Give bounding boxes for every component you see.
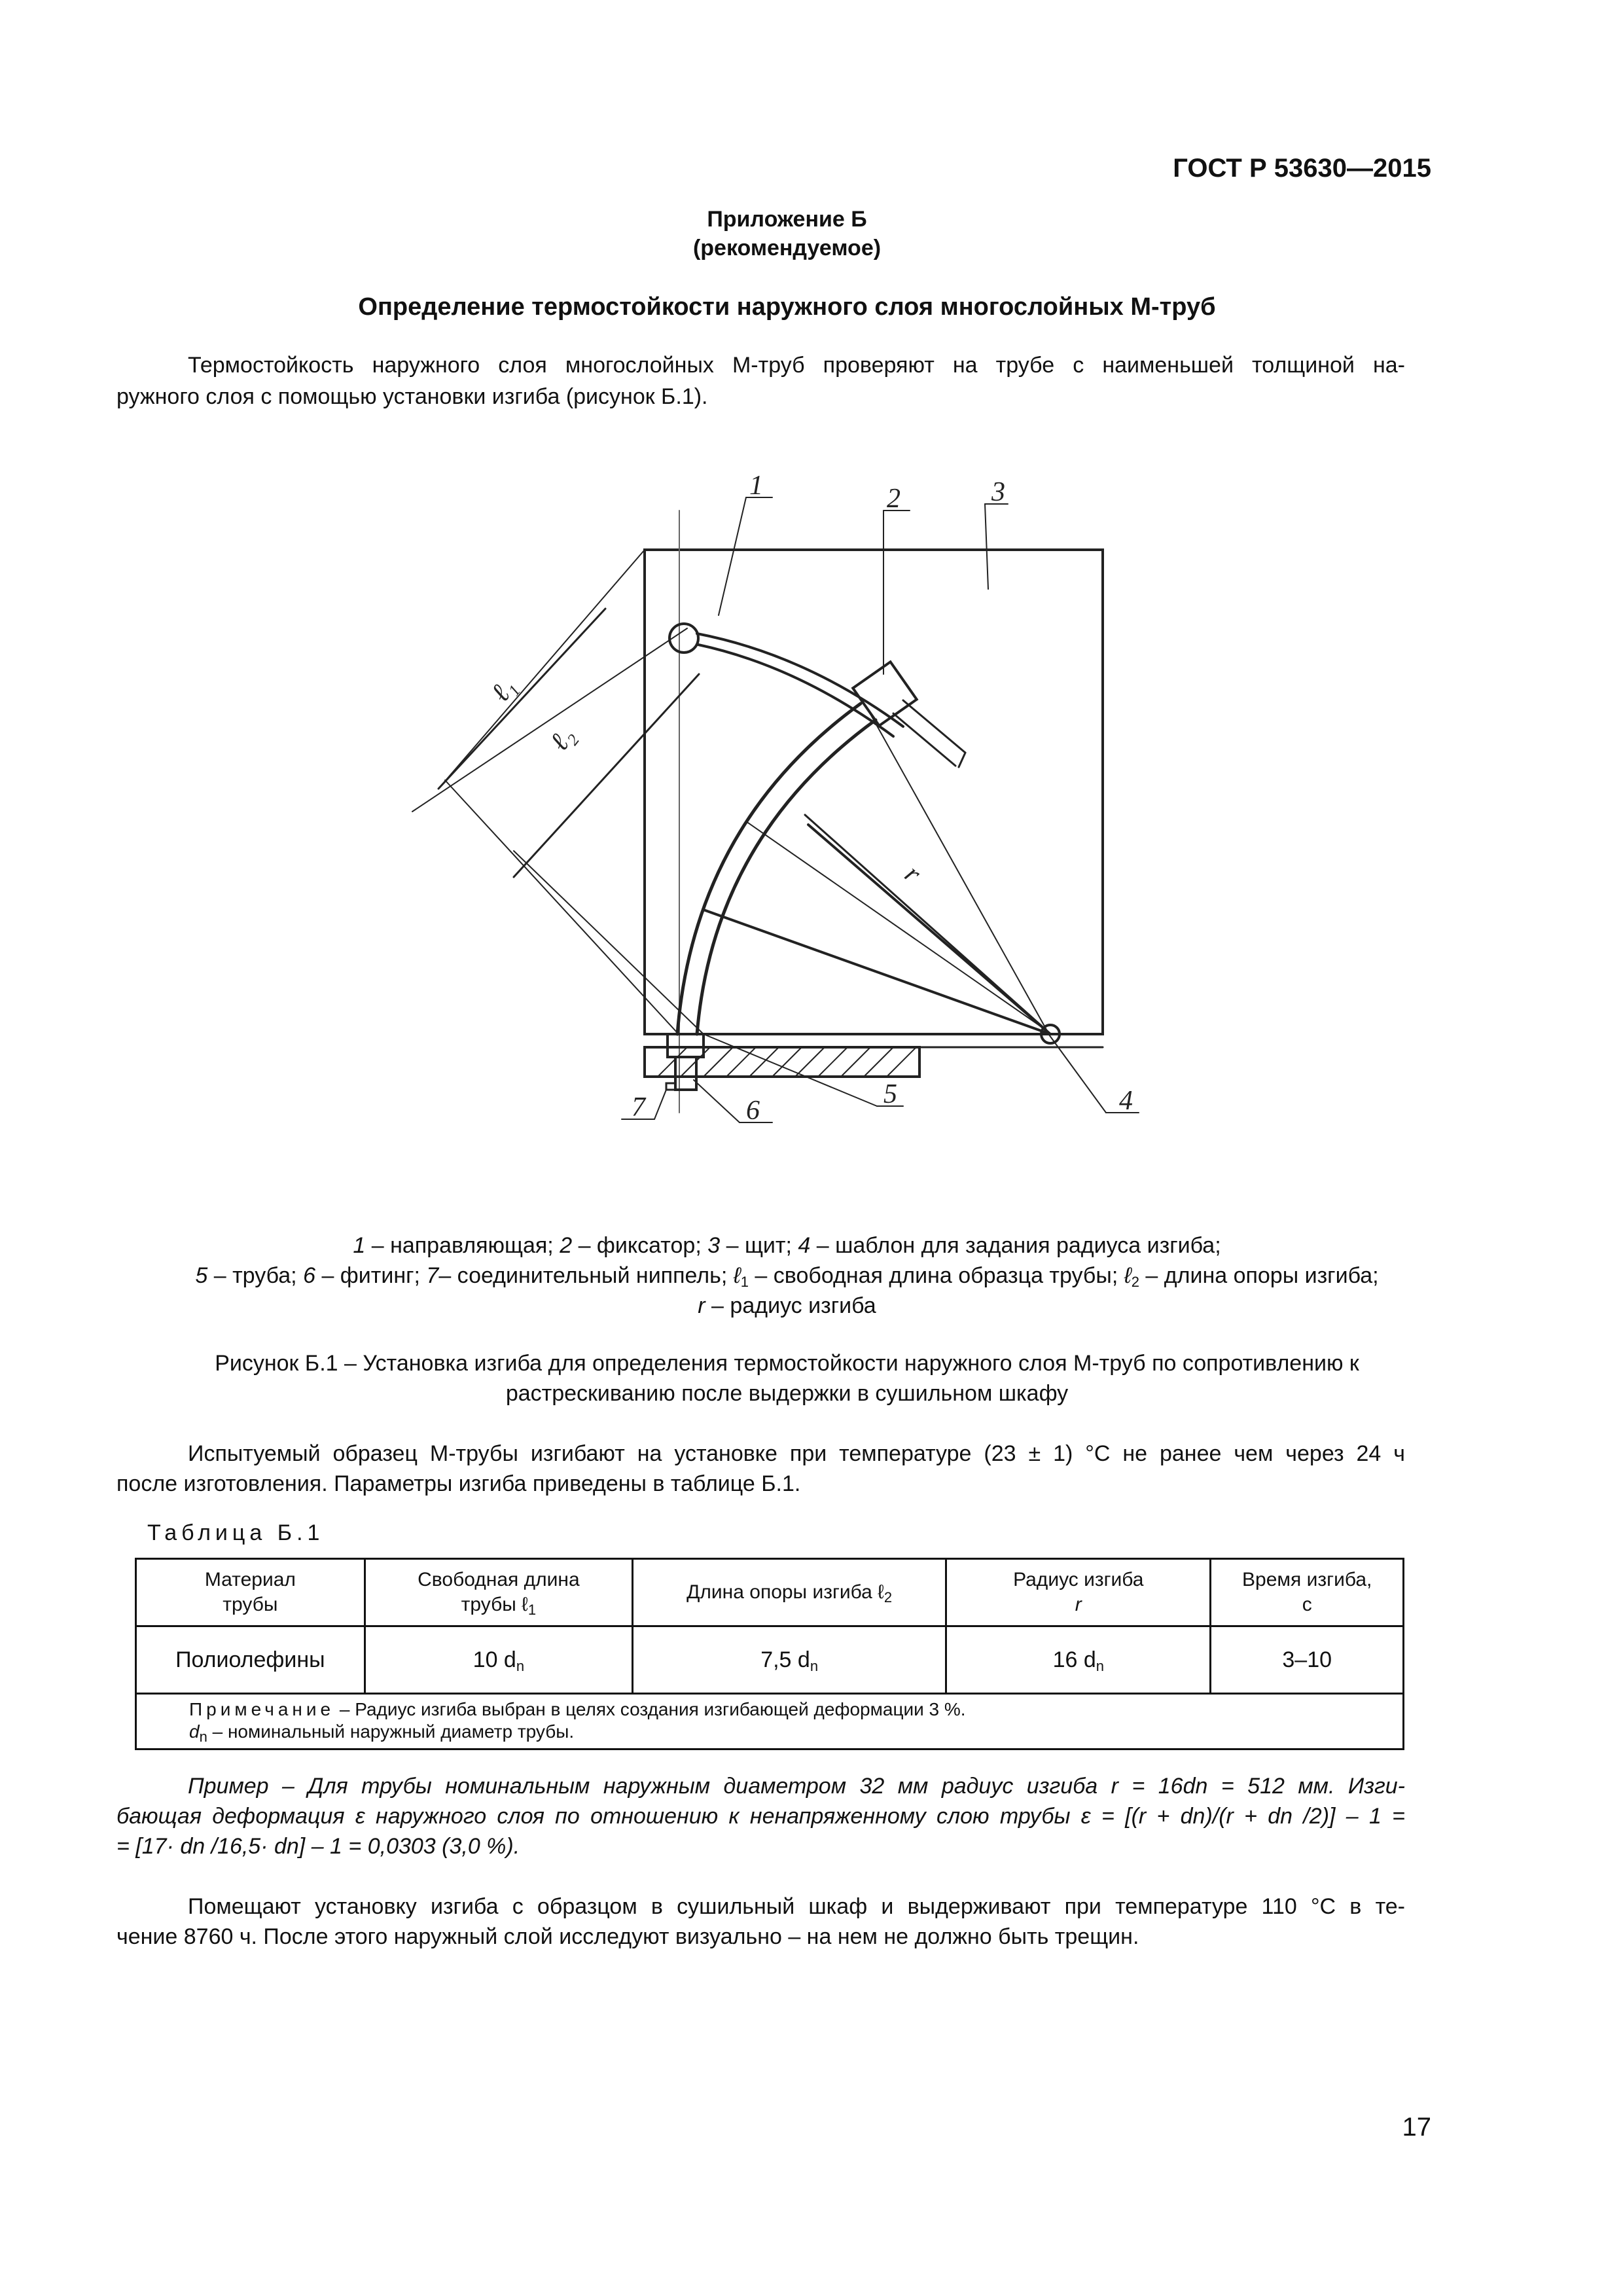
figure-label-2: 2 [887,484,901,514]
board-outline [645,550,1103,1034]
table-note-row [136,1694,1404,1749]
figure-caption-line-2: растрескиванию после выдержки в сушильном шкафу [505,1381,1069,1406]
fitting-top [668,1034,704,1057]
example-line-1: Пример – Для трубы номинальным наружным диаметром 32 мм радиус изгиба r = 16dn = 512 мм. Изги- [188,1774,1405,1799]
annex-status: (рекомендуемое) [692,236,882,260]
legend-line-1: 1 – направляющая; 2 – фиксатор; 3 – щит; 4 – шаблон для задания радиуса изгиба; [353,1233,1221,1258]
annex-title: Приложение Б [707,207,867,232]
paragraph-3-line-2: чение 8760 ч. После этого наружный слой исследуют визуально – на нем не должно быть трещин. [116,1924,1139,1949]
header-support-length: Длина опоры изгиба ℓ$_2$ [633,1559,946,1626]
dim-l2-line [514,674,699,877]
figure-label-7: 7 [632,1092,645,1122]
cell-material: Полиолефины [136,1626,365,1694]
figure-label-4: 4 [1119,1086,1133,1116]
example-line-2: бающая деформация ε наружного слоя по отношению к ненапряженному слою трубы ε = [(r + dn)/(r + dn /2)] – 1 = [116,1804,1405,1829]
intro-line-1: Термостойкость наружного слоя многослойных М-труб проверяют на трубе с наименьшей толщиной на- [188,353,1405,378]
section-heading: Определение термостойкости наружного слоя многослойных М-труб [358,293,1216,321]
bending-rig-figure [406,458,1178,1168]
tube-inner [697,720,876,1034]
table-header-row [136,1559,1404,1626]
figure-label-3: 3 [991,477,1005,507]
intro-line-2: ружного слоя с помощью установки изгиба (рисунок Б.1). [116,384,708,409]
header-material: Материал трубы [136,1559,365,1626]
radius-line [805,815,1047,1031]
paragraph-2-line-2: после изготовления. Параметры изгиба приведены в таблице Б.1. [116,1471,801,1496]
header-radius: Радиус изгиба r [946,1559,1211,1626]
page-number: 17 [1402,2113,1431,2142]
cell-time: 3–10 [1211,1626,1404,1694]
cell-radius: 16 $d_n$ [946,1626,1211,1694]
nipple [666,1083,675,1090]
fitting-body [675,1057,696,1090]
header-free-length: Свободная длина трубы ℓ$_1$ [365,1559,632,1626]
dim-l1-line [438,609,605,789]
header-time: Время изгиба, с [1211,1559,1404,1626]
legend-line-2: 5 – труба; 6 – фитинг; 7– соединительный ниппель; ℓ$_1$ – свободная длина образца трубы; ℓ$_2$ – длина опоры изгиба; [195,1263,1379,1290]
table-row [136,1626,1404,1694]
paragraph-3-line-1: Помещают установку изгиба с образцом в сушильный шкаф и выдерживают при температуре 110 °С в те- [188,1894,1405,1919]
figure-label-1: 1 [749,471,763,501]
guide-pin [669,624,698,653]
dim-l1-label: ℓ₁ [485,672,522,708]
figure-caption-line-1: Рисунок Б.1 – Установка изгиба для определения термостойкости наружного слоя М-труб по сопротивлению к [215,1351,1359,1376]
radius-label: r [899,859,927,889]
table-note: Примечание – Радиус изгиба выбран в целях создания изгибающей деформации 3 %. $d_n$ – номинальный наружный диаметр трубы. [136,1694,1404,1749]
standard-number: ГОСТ Р 53630—2015 [1173,154,1431,183]
paragraph-2-line-1: Испытуемый образец М-трубы изгибают на установке при температуре (23 ± 1) °С не ранее чем через 24 ч [188,1441,1405,1466]
cell-free-length: 10 $d_n$ [365,1626,632,1694]
figure-label-6: 6 [746,1096,760,1126]
example-line-3: = [17· dn /16,5· dn] – 1 = 0,0303 (3,0 %). [116,1834,520,1859]
cell-support-length: 7,5 $d_n$ [633,1626,946,1694]
bend-template [704,825,1050,1034]
figure-label-5: 5 [883,1079,897,1109]
bending-parameters-table [135,1558,1404,1750]
table-label: Таблица Б.1 [147,1520,325,1545]
legend-line-3: r – радиус изгиба [698,1293,876,1318]
figure-drawing [406,458,1178,1165]
dim-l2-label: ℓ₂ [544,721,581,757]
